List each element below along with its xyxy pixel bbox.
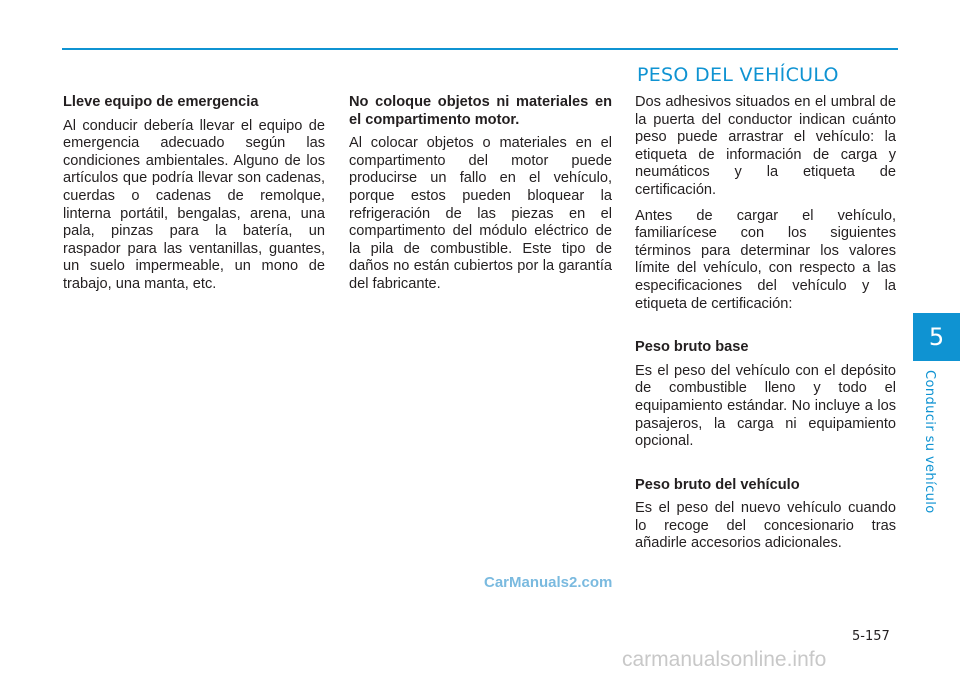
watermark-carmanuals2: CarManuals2.com bbox=[484, 574, 613, 591]
heading-vehicle-curb-weight: Peso bruto del vehículo bbox=[635, 476, 800, 493]
paragraph-emergency-equipment: Al conducir debería llevar el equipo de emergencia adecuado según las condiciones ambientales. Alguno de los artículos que podría llevar son cadenas, cuerdas o cadenas de remolque, linterna portátil, bengalas, arena, una pala, pinzas para la batería, un raspador para las ventanillas, guantes, un suelo impermeable, un mono de trabajo, una manta, etc. bbox=[63, 117, 325, 292]
heading-emergency-equipment: Lleve equipo de emergencia bbox=[63, 94, 259, 110]
heading-base-curb-weight: Peso bruto base bbox=[635, 339, 749, 356]
column-engine-compartment bbox=[349, 94, 612, 302]
chapter-tab bbox=[913, 313, 960, 361]
column-emergency-equipment bbox=[63, 94, 325, 302]
paragraph-base-curb-weight: Es el peso del vehículo con el depósito de combustible lleno y todo el equipamiento estándar. No incluye a los pasajeros, la carga ni equipamiento opcional. bbox=[635, 362, 896, 450]
watermark-carmanualsonline: carmanualsonline.info bbox=[622, 648, 827, 671]
column-vehicle-weight bbox=[635, 94, 896, 561]
paragraph-engine-compartment: Al colocar objetos o materiales en el compartimento del motor puede producirse un fallo en el vehículo, porque estos pueden bloquear la refrigeración de las piezas en el compartimento del módulo eléctrico de la pila de combustible. Este tipo de daños no están cubiertos por la garantía del fabricante. bbox=[349, 135, 612, 292]
section-title: PESO DEL VEHÍCULO bbox=[637, 64, 839, 86]
page-number: 5-157 bbox=[852, 629, 890, 644]
chapter-label: Conducir su vehículo bbox=[922, 370, 937, 514]
heading-engine-compartment: No coloque objetos ni materiales en el compartimento motor. bbox=[349, 94, 612, 128]
paragraph-weight-labels: Dos adhesivos situados en el umbral de la puerta del conductor indican cuánto peso puede arrastrar el vehículo: la etiqueta de información de carga y neumáticos y la etiqueta de certificación. bbox=[635, 94, 896, 198]
paragraph-vehicle-curb-weight: Es el peso del nuevo vehículo cuando lo recoge del concesionario tras añadirle accesorios adicionales. bbox=[635, 500, 896, 552]
top-divider bbox=[62, 48, 898, 50]
chapter-number: 5 bbox=[928, 323, 945, 351]
paragraph-weight-terms-intro: Antes de cargar el vehículo, familiarícese con los siguientes términos para determinar los valores límite del vehículo, con respecto a las especificaciones del vehículo y la etiqueta de certificación: bbox=[635, 207, 896, 312]
